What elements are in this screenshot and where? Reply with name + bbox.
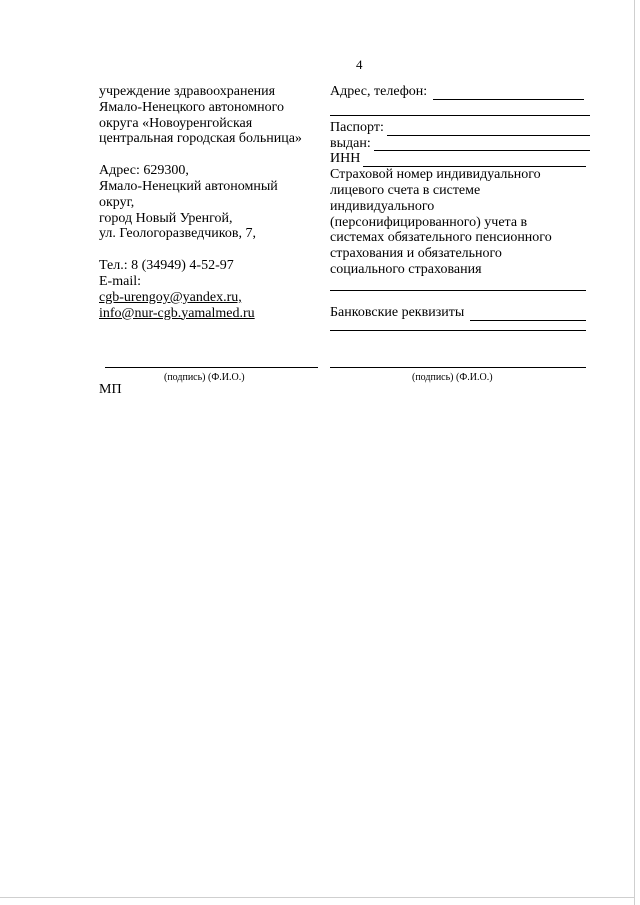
snils-label-line: индивидуального xyxy=(330,198,435,214)
page-edge-bottom xyxy=(0,897,635,898)
snils-label-line: Страховой номер индивидуального xyxy=(330,167,541,183)
snils-label-line: (персонифицированного) учета в xyxy=(330,214,528,230)
inn-label: ИНН xyxy=(330,151,361,167)
snils-label-line: лицевого счета в системе xyxy=(330,182,481,198)
org-address-line: Адрес: 629300, xyxy=(99,163,189,179)
snils-label-line: страхования и обязательного xyxy=(330,246,502,262)
snils-field[interactable] xyxy=(330,278,586,291)
bank-row xyxy=(330,305,590,321)
org-name-line: учреждение здравоохранения xyxy=(99,84,276,99)
bank-field-continued[interactable] xyxy=(330,321,586,331)
stamp-label: МП xyxy=(99,382,122,397)
org-name-line: центральная городская больница» xyxy=(99,131,302,147)
issued-label: выдан: xyxy=(330,135,371,151)
org-name-line: Ямало-Ненецкого автономного xyxy=(99,99,284,115)
org-phone: Тел.: 8 (34949) 4-52-97 xyxy=(99,258,234,274)
passport-row xyxy=(330,120,590,136)
address-phone-label: Адрес, телефон: xyxy=(330,84,428,99)
patient-block xyxy=(330,84,590,331)
left-signature-caption: (подпись) (Ф.И.О.) xyxy=(164,372,245,383)
org-email-link-2[interactable]: info@nur-cgb.yamalmed.ru xyxy=(99,305,255,321)
right-signature-caption: (подпись) (Ф.И.О.) xyxy=(412,372,493,383)
bank-label: Банковские реквизиты xyxy=(330,304,465,320)
left-signature-line[interactable] xyxy=(105,367,318,368)
page-edge-right xyxy=(634,0,635,905)
snils-label-line: системах обязательного пенсионного xyxy=(330,230,552,246)
inn-row xyxy=(330,151,590,167)
bank-field[interactable] xyxy=(470,309,586,321)
org-address-line: ул. Геологоразведчиков, 7, xyxy=(99,226,256,242)
org-address-line: округ, xyxy=(99,194,135,210)
right-signature-line[interactable] xyxy=(330,367,586,368)
passport-field[interactable] xyxy=(387,124,590,136)
issued-field[interactable] xyxy=(374,139,590,151)
address-phone-row xyxy=(330,84,590,100)
issued-row xyxy=(330,136,590,152)
inn-field[interactable] xyxy=(363,155,586,167)
page-number: 4 xyxy=(356,57,363,72)
passport-label: Паспорт: xyxy=(330,119,384,135)
organization-block xyxy=(99,84,324,321)
address-phone-field[interactable] xyxy=(433,88,584,100)
org-name-line: округа «Новоуренгойская xyxy=(99,115,253,131)
org-email-label: E-mail: xyxy=(99,273,141,289)
org-address-line: Ямало-Ненецкий автономный xyxy=(99,178,278,194)
org-email-link-1[interactable]: cgb-urengoy@yandex.ru, xyxy=(99,289,242,305)
snils-label-line: социального страхования xyxy=(330,261,482,277)
org-address-line: город Новый Уренгой, xyxy=(99,210,233,226)
address-phone-field-continued[interactable] xyxy=(330,103,590,116)
